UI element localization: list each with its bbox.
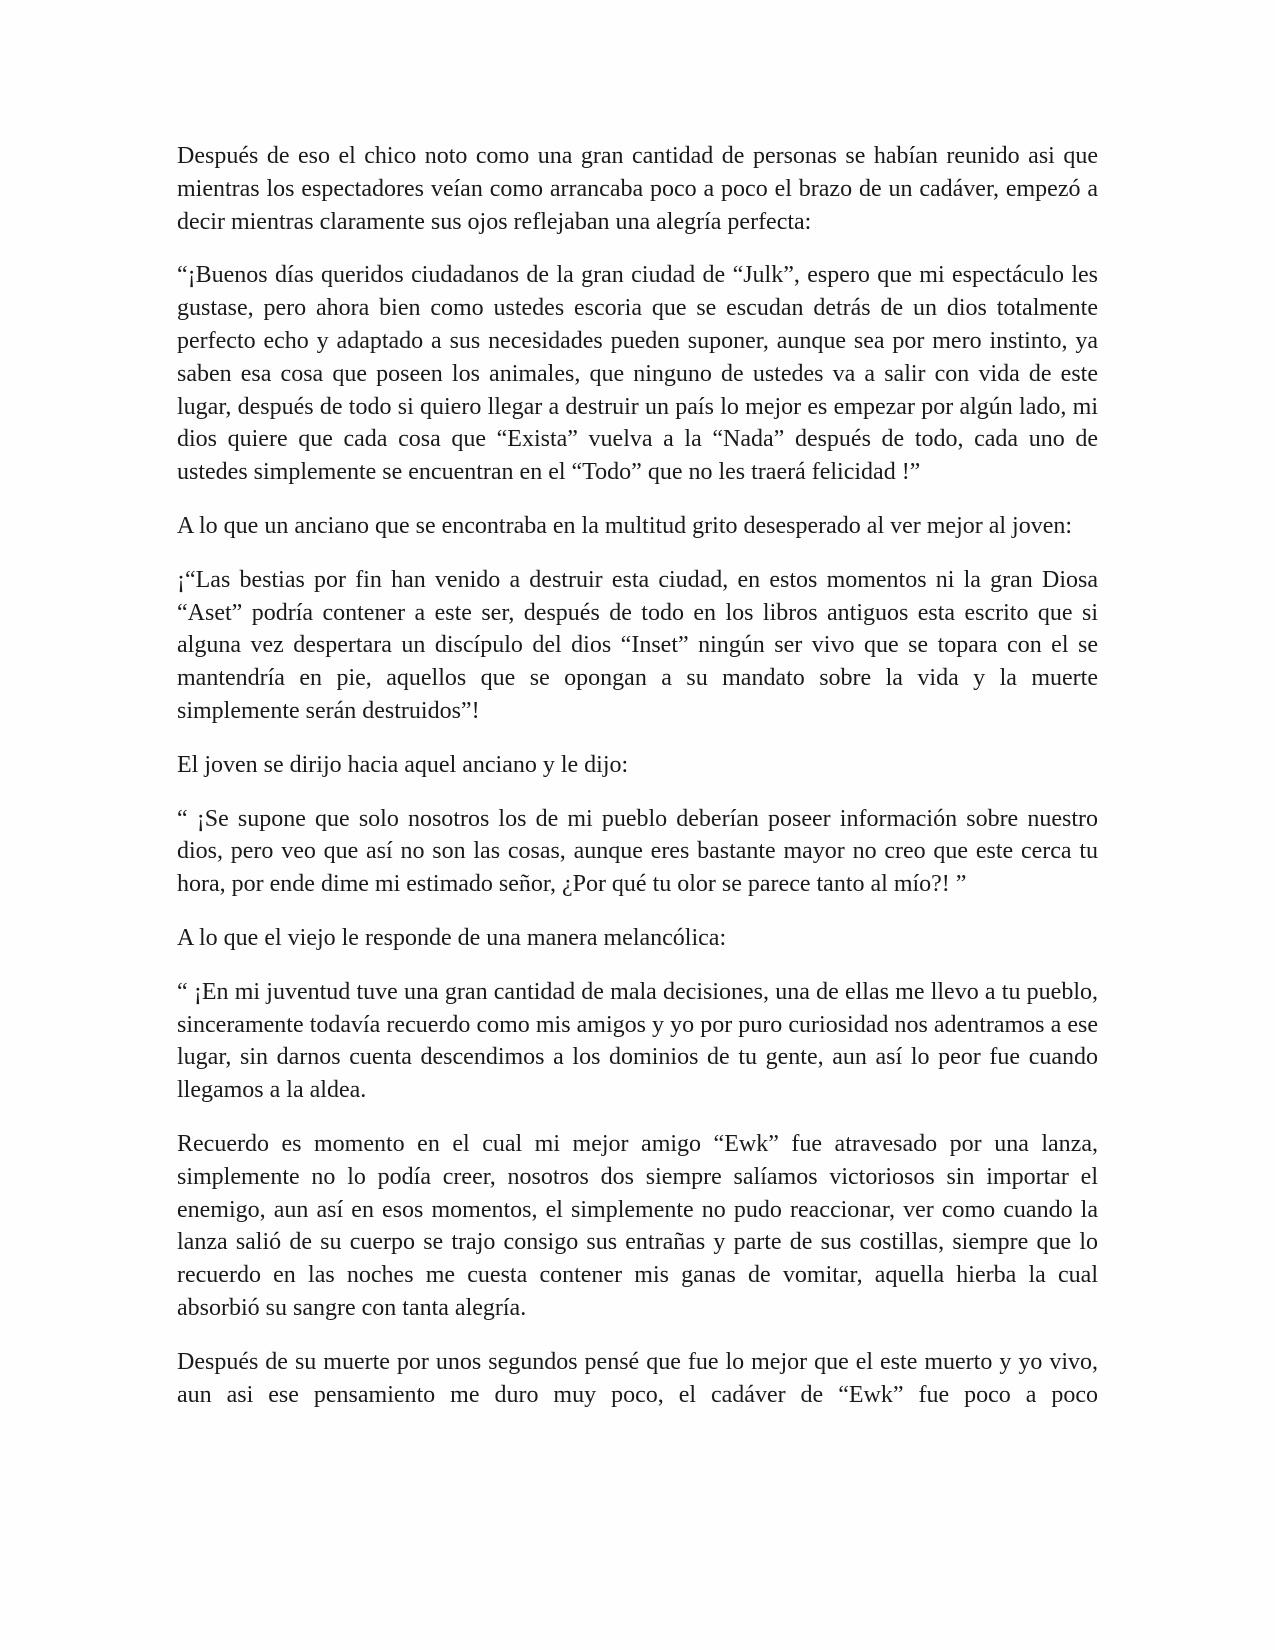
paragraph-3: A lo que un anciano que se encontraba en la multitud grito desesperado al ver mejor al joven: (177, 512, 1073, 539)
document-page (177, 140, 1098, 1411)
paragraph-10: Después de su muerte por unos segundos pensé que fue lo mejor que el este muerto y yo vivo, aun asi ese pensamiento me duro muy poco, el cadáver de “Ewk” fue poco a poco (177, 1348, 1098, 1408)
paragraph-8: “ ¡En mi juventud tuve una gran cantidad de mala decisiones, una de ellas me llevo a tu pueblo, sinceramente todavía recuerdo como mis amigos y yo por puro curiosidad nos adentramos a ese lugar, sin darnos cuenta descendimos a los dominios de tu gente, aun así lo peor fue cuando llegamos a la aldea. (177, 978, 1098, 1104)
paragraph-6: “ ¡Se supone que solo nosotros los de mi pueblo deberían poseer información sobre nuestro dios, pero veo que así no son las cosas, aunque eres bastante mayor no creo que este cerca tu hora, por ende dime mi estimado señor, ¿Por qué tu olor se parece tanto al mío?! ” (177, 805, 1098, 898)
paragraph-1: Después de eso el chico noto como una gran cantidad de personas se habían reunido asi que mientras los espectadores veían como arrancaba poco a poco el brazo de un cadáver, empezó a decir mientras claramente sus ojos reflejaban una alegría perfecta: (177, 143, 1098, 235)
paragraph-7: A lo que el viejo le responde de una manera melancólica: (177, 924, 727, 951)
paragraph-2: “¡Buenos días queridos ciudadanos de la gran ciudad de “Julk”, espero que mi espectáculo les gustase, pero ahora bien como ustedes escoria que se escudan detrás de un dios totalmente perfecto echo y adaptado a sus necesidades pueden suponer, aunque sea por mero instinto, ya saben esa cosa que poseen los animales, que ninguno de ustedes va a salir con vida de este lugar, después de todo si quiero llegar a destruir un país lo mejor es empezar por algún lado, mi dios quiere que cada cosa que “Exista” vuelva a la “Nada” después de todo, cada uno de ustedes simplemente se encuentran en el “Todo” que no les traerá felicidad !” (177, 262, 1098, 486)
paragraph-9: Recuerdo es momento en el cual mi mejor amigo “Ewk” fue atravesado por una lanza, simplemente no lo podía creer, nosotros dos siempre salíamos victoriosos sin importar el enemigo, aun así en esos momentos, el simplemente no pudo reaccionar, ver como cuando la lanza salió de su cuerpo se trajo consigo sus entrañas y parte de sus costillas, siempre que lo recuerdo en las noches me cuesta contener mis ganas de vomitar, aquella hierba la cual absorbió su sangre con tanta alegría. (177, 1130, 1098, 1321)
paragraph-4: ¡“Las bestias por fin han venido a destruir esta ciudad, en estos momentos ni la gran Diosa “Aset” podría contener a este ser, después de todo en los libros antiguos esta escrito que si alguna vez despertara un discípulo del dios “Inset” ningún ser vivo que se topara con el se mantendría en pie, aquellos que se opongan a su mandato sobre la vida y la muerte simplemente serán destruidos”! (177, 566, 1098, 724)
paragraph-5: El joven se dirijo hacia aquel anciano y le dijo: (177, 751, 629, 778)
